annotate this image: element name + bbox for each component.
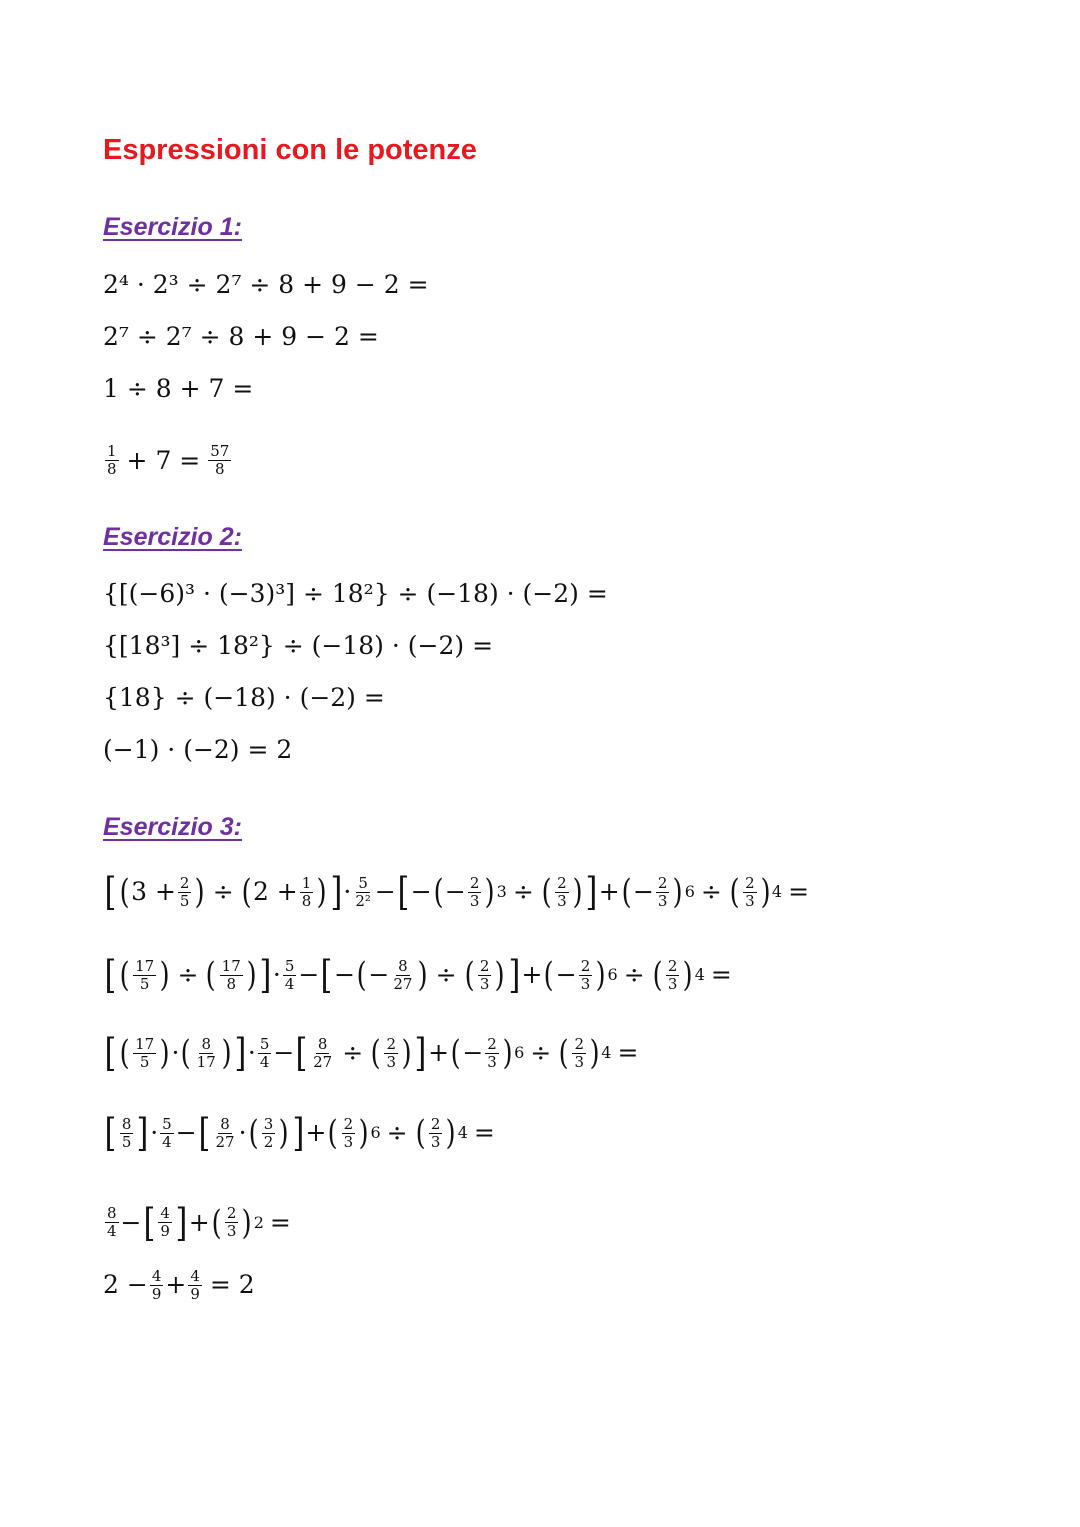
exercise-2-heading: Esercizio 2: <box>103 523 242 551</box>
exercise-3-line-5: $\frac{8}{4}$ − [ $\frac{4}{9}$ ] + ( $\frac{2}{3}$ ) 2 = <box>107 1200 291 1245</box>
page-title: Espressioni con le potenze <box>103 134 477 166</box>
exercise-1-line-2: 2⁷ ÷ 2⁷ ÷ 8 + 9 − 2 = <box>103 322 379 351</box>
exercise-3-line-3: [ ( $\frac{17}{5}$ ) · ( $\frac{8}{17}$ ) ] · $\frac{5}{4}$ − [ $\frac{8}{27}$ ÷ ( $\frac{2}{3}$ ) ] + ( − $\frac{2}{3}$ ) 6 ÷ ( $\frac{2}{3}$ ) 4 = <box>104 1031 639 1075</box>
exercise-1-heading: Esercizio 1: <box>103 213 242 241</box>
exercise-2-line-3: {18} ÷ (−18) · (−2) = <box>103 683 385 712</box>
exercise-2-line-4: (−1) · (−2) = 2 <box>103 735 293 764</box>
exercise-3-heading: Esercizio 3: <box>103 813 242 841</box>
exercise-3-line-6: 2 − $\frac{4}{9}$ + $\frac{4}{9}$ = 2 <box>103 1266 255 1303</box>
exercise-3-line-1: [ ( 3 + $\frac{2}{5}$ ) ÷ ( 2 + $\frac{1}{8}$ ) ] · $\frac{5}{\text{2²}}$ − [ − ( − $\frac{2}{3}$ ) 3 ÷ ( $\frac{2}{3}$ ) ] + ( − $\frac{2}{3}$ ) 6 ÷ ( $\frac{2}{3}$ ) 4 = <box>104 870 810 914</box>
exercise-3-line-4: [ $\frac{8}{5}$ ] · $\frac{5}{4}$ − [ $\frac{8}{27}$ · ( $\frac{3}{2}$ ) ] + ( $\frac{2}{3}$ ) 6 ÷ ( $\frac{2}{3}$ ) 4 = <box>104 1111 495 1155</box>
exercise-2-line-1: {[(−6)³ · (−3)³] ÷ 18²} ÷ (−18) · (−2) = <box>103 579 608 608</box>
exercise-1-line-3: 1 ÷ 8 + 7 = <box>103 374 254 403</box>
exercise-3-line-2: [ ( $\frac{17}{5}$ ) ÷ ( $\frac{17}{8}$ ) ] · $\frac{5}{4}$ − [ − ( − $\frac{8}{27}$ ) ÷ ( $\frac{2}{3}$ ) ] + ( − $\frac{2}{3}$ ) 6 ÷ ( $\frac{2}{3}$ ) 4 = <box>104 953 732 997</box>
exercise-2-line-2: {[18³] ÷ 18²} ÷ (−18) · (−2) = <box>103 631 494 660</box>
exercise-1-line-1: 2⁴ · 2³ ÷ 2⁷ ÷ 8 + 9 − 2 = <box>103 270 429 299</box>
exercise-1-line-4: $\frac{1}{8}$ + 7 = $\frac{57}{8}$ <box>107 442 230 478</box>
